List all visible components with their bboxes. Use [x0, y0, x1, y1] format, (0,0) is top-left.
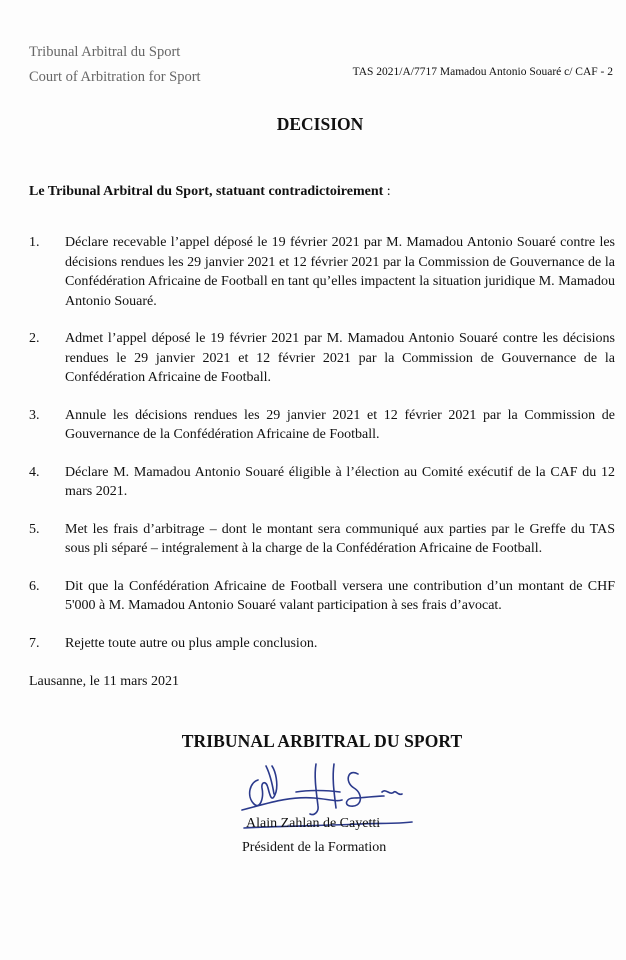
- decision-item-6: [29, 577, 615, 616]
- item-number: 1.: [29, 235, 40, 250]
- signer-role: Président de la Formation: [242, 840, 387, 855]
- item-text: Rejette toute autre ou plus ample conclusion.: [65, 635, 318, 651]
- decision-item-7: [29, 634, 615, 654]
- place-and-date: Lausanne, le 11 mars 2021: [29, 674, 179, 689]
- item-number: 7.: [29, 635, 40, 651]
- decision-item-5: [29, 520, 615, 559]
- decision-item-4: [29, 463, 615, 502]
- intro-line: [29, 184, 391, 200]
- org-name-en: Court of Arbitration for Sport: [29, 69, 201, 85]
- letterhead: [29, 40, 201, 90]
- org-name-fr: Tribunal Arbitral du Sport: [29, 44, 181, 60]
- decision-item-2: [29, 329, 615, 388]
- decision-item-1: [29, 233, 615, 311]
- item-text: Annule les décisions rendues les 29 janvier 2021 et 12 février 2021 par la Commission de Gouvernance de la Confédération Africaine de Football.: [65, 407, 615, 442]
- tribunal-name: TRIBUNAL ARBITRAL DU SPORT: [181, 731, 463, 751]
- intro-bold: Le Tribunal Arbitral du Sport, statuant contradictoirement: [29, 184, 384, 199]
- item-text: Admet l’appel déposé le 19 février 2021 par M. Mamadou Antonio Souaré contre les décisions rendues le 29 janvier 2021 et 12 février 2021 par la Commission de Gouvernance de la Confédération Africaine de Football.: [65, 331, 615, 385]
- item-text: Met les frais d’arbitrage – dont le montant sera communiqué aux parties par le Greffe du TAS sous pli séparé – intégralement à la charge de la Confédération Africaine de Football.: [65, 521, 615, 556]
- item-text: Déclare recevable l’appel déposé le 19 février 2021 par M. Mamadou Antonio Souaré contre les décisions rendues les 29 janvier 2021 et 12 février 2021 par la Commission de Gouvernance de la Confédération Africaine de Football en tant qu’elles impactent la situation juridique M. Mamadou Antonio Souaré.: [65, 235, 615, 309]
- case-reference: TAS 2021/A/7717 Mamadou Antonio Souaré c/ CAF - 2: [352, 66, 613, 78]
- signer-name: Alain Zahlan de Cayetti: [246, 816, 381, 831]
- decision-items: [29, 233, 615, 671]
- item-text: Dit que la Confédération Africaine de Football versera une contribution d’un montant de CHF 5'000 à M. Mamadou Antonio Souaré valant participation à ses frais d’avocat.: [65, 578, 615, 613]
- item-text: Déclare M. Mamadou Antonio Souaré éligible à l’élection au Comité exécutif de la CAF du 12 mars 2021.: [65, 464, 615, 499]
- item-number: 3.: [29, 407, 40, 423]
- item-number: 5.: [29, 521, 40, 537]
- item-number: 2.: [29, 331, 40, 346]
- decision-item-3: [29, 406, 615, 445]
- document-title: DECISION: [276, 114, 364, 134]
- item-number: 4.: [29, 464, 40, 480]
- intro-suffix: :: [383, 184, 391, 199]
- item-number: 6.: [29, 578, 40, 594]
